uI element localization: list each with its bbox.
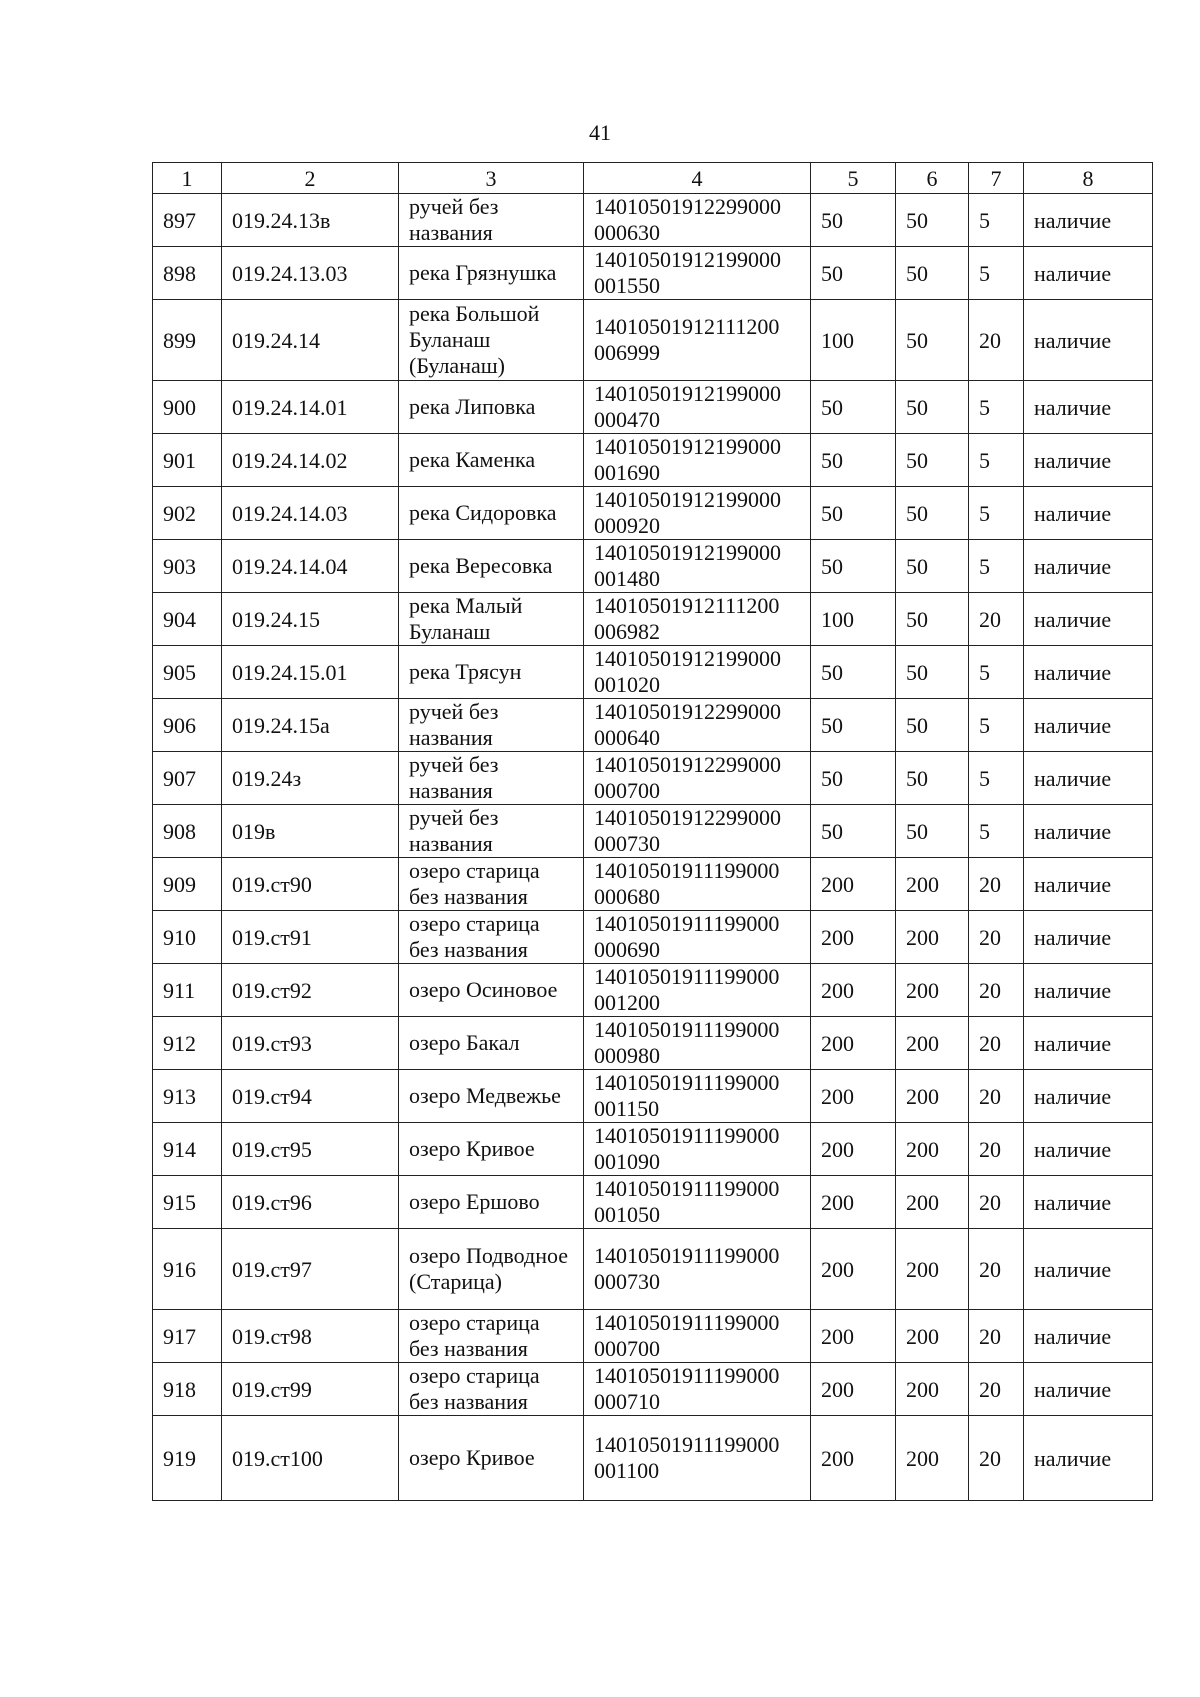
object-name-cell: ручей без названия bbox=[399, 752, 584, 805]
status-cell: наличие bbox=[1024, 699, 1153, 752]
table-row bbox=[153, 1363, 1153, 1416]
column-5-cell: 200 bbox=[811, 1416, 896, 1501]
status-cell: наличие bbox=[1024, 964, 1153, 1017]
header-row bbox=[153, 163, 1153, 194]
status-cell: наличие bbox=[1024, 540, 1153, 593]
row-number-cell: 899 bbox=[153, 300, 222, 381]
column-5-cell: 50 bbox=[811, 247, 896, 300]
column-6-cell: 50 bbox=[896, 752, 969, 805]
column-7-cell: 5 bbox=[969, 434, 1024, 487]
object-code-cell: 019.ст97 bbox=[222, 1229, 399, 1310]
row-number-cell: 912 bbox=[153, 1017, 222, 1070]
table-row bbox=[153, 593, 1153, 646]
column-6-cell: 50 bbox=[896, 646, 969, 699]
object-name-cell: озеро Кривое bbox=[399, 1416, 584, 1501]
column-5-cell: 200 bbox=[811, 1310, 896, 1363]
column-5-cell: 100 bbox=[811, 300, 896, 381]
column-5-cell: 50 bbox=[811, 194, 896, 247]
header-cell: 6 bbox=[896, 163, 969, 194]
row-number-cell: 916 bbox=[153, 1229, 222, 1310]
status-cell: наличие bbox=[1024, 911, 1153, 964]
column-7-cell: 5 bbox=[969, 194, 1024, 247]
object-name-cell: озеро старица без названия bbox=[399, 1310, 584, 1363]
column-6-cell: 200 bbox=[896, 858, 969, 911]
row-number-cell: 917 bbox=[153, 1310, 222, 1363]
column-7-cell: 20 bbox=[969, 1070, 1024, 1123]
status-cell: наличие bbox=[1024, 1363, 1153, 1416]
table-header bbox=[153, 163, 1153, 194]
column-7-cell: 5 bbox=[969, 487, 1024, 540]
column-5-cell: 50 bbox=[811, 487, 896, 540]
column-5-cell: 50 bbox=[811, 381, 896, 434]
column-7-cell: 20 bbox=[969, 1310, 1024, 1363]
status-cell: наличие bbox=[1024, 593, 1153, 646]
column-7-cell: 20 bbox=[969, 858, 1024, 911]
table-row bbox=[153, 1416, 1153, 1501]
object-name-cell: озеро Кривое bbox=[399, 1123, 584, 1176]
table-row bbox=[153, 300, 1153, 381]
status-cell: наличие bbox=[1024, 194, 1153, 247]
header-cell: 1 bbox=[153, 163, 222, 194]
table-row bbox=[153, 434, 1153, 487]
row-number-cell: 903 bbox=[153, 540, 222, 593]
column-7-cell: 20 bbox=[969, 1229, 1024, 1310]
header-cell: 2 bbox=[222, 163, 399, 194]
column-5-cell: 200 bbox=[811, 858, 896, 911]
registry-code-cell: 14010501912299000 000630 bbox=[584, 194, 811, 247]
object-name-cell: река Сидоровка bbox=[399, 487, 584, 540]
object-name-cell: река Каменка bbox=[399, 434, 584, 487]
registry-code-cell: 14010501912111200 006999 bbox=[584, 300, 811, 381]
column-5-cell: 200 bbox=[811, 1363, 896, 1416]
table-row bbox=[153, 1123, 1153, 1176]
object-name-cell: озеро Бакал bbox=[399, 1017, 584, 1070]
registry-code-cell: 14010501911199000 000980 bbox=[584, 1017, 811, 1070]
table-row bbox=[153, 540, 1153, 593]
object-name-cell: озеро старица без названия bbox=[399, 1363, 584, 1416]
object-code-cell: 019.24.15 bbox=[222, 593, 399, 646]
table-row bbox=[153, 1176, 1153, 1229]
column-7-cell: 5 bbox=[969, 381, 1024, 434]
water-objects-table bbox=[152, 162, 1153, 1501]
registry-code-cell: 14010501911199000 000730 bbox=[584, 1229, 811, 1310]
registry-code-cell: 14010501912299000 000730 bbox=[584, 805, 811, 858]
object-code-cell: 019.24.13в bbox=[222, 194, 399, 247]
status-cell: наличие bbox=[1024, 1123, 1153, 1176]
row-number-cell: 908 bbox=[153, 805, 222, 858]
column-6-cell: 50 bbox=[896, 805, 969, 858]
status-cell: наличие bbox=[1024, 247, 1153, 300]
status-cell: наличие bbox=[1024, 646, 1153, 699]
object-code-cell: 019.24.15а bbox=[222, 699, 399, 752]
column-6-cell: 200 bbox=[896, 1229, 969, 1310]
object-name-cell: ручей без названия bbox=[399, 194, 584, 247]
column-5-cell: 200 bbox=[811, 964, 896, 1017]
column-5-cell: 50 bbox=[811, 805, 896, 858]
column-6-cell: 50 bbox=[896, 434, 969, 487]
object-name-cell: озеро Медвежье bbox=[399, 1070, 584, 1123]
object-name-cell: озеро старица без названия bbox=[399, 858, 584, 911]
registry-code-cell: 14010501912299000 000700 bbox=[584, 752, 811, 805]
row-number-cell: 905 bbox=[153, 646, 222, 699]
status-cell: наличие bbox=[1024, 1416, 1153, 1501]
table-row bbox=[153, 858, 1153, 911]
column-6-cell: 200 bbox=[896, 964, 969, 1017]
column-7-cell: 5 bbox=[969, 752, 1024, 805]
column-6-cell: 50 bbox=[896, 699, 969, 752]
column-5-cell: 50 bbox=[811, 699, 896, 752]
table-row bbox=[153, 911, 1153, 964]
registry-code-cell: 14010501911199000 000710 bbox=[584, 1363, 811, 1416]
column-7-cell: 5 bbox=[969, 805, 1024, 858]
status-cell: наличие bbox=[1024, 1017, 1153, 1070]
row-number-cell: 919 bbox=[153, 1416, 222, 1501]
row-number-cell: 911 bbox=[153, 964, 222, 1017]
row-number-cell: 910 bbox=[153, 911, 222, 964]
registry-code-cell: 14010501912199000 001690 bbox=[584, 434, 811, 487]
object-code-cell: 019.ст93 bbox=[222, 1017, 399, 1070]
table-row bbox=[153, 1017, 1153, 1070]
header-cell: 7 bbox=[969, 163, 1024, 194]
status-cell: наличие bbox=[1024, 300, 1153, 381]
status-cell: наличие bbox=[1024, 434, 1153, 487]
row-number-cell: 901 bbox=[153, 434, 222, 487]
object-code-cell: 019в bbox=[222, 805, 399, 858]
registry-code-cell: 14010501911199000 001200 bbox=[584, 964, 811, 1017]
table-row bbox=[153, 752, 1153, 805]
table-row bbox=[153, 964, 1153, 1017]
column-7-cell: 20 bbox=[969, 964, 1024, 1017]
row-number-cell: 898 bbox=[153, 247, 222, 300]
row-number-cell: 909 bbox=[153, 858, 222, 911]
column-7-cell: 20 bbox=[969, 1416, 1024, 1501]
table-row bbox=[153, 487, 1153, 540]
object-code-cell: 019.24.13.03 bbox=[222, 247, 399, 300]
column-7-cell: 5 bbox=[969, 699, 1024, 752]
object-code-cell: 019.ст96 bbox=[222, 1176, 399, 1229]
column-5-cell: 50 bbox=[811, 752, 896, 805]
column-6-cell: 200 bbox=[896, 1017, 969, 1070]
table-row bbox=[153, 805, 1153, 858]
row-number-cell: 914 bbox=[153, 1123, 222, 1176]
registry-code-cell: 14010501912199000 000470 bbox=[584, 381, 811, 434]
table-row bbox=[153, 1310, 1153, 1363]
table-row bbox=[153, 381, 1153, 434]
registry-code-cell: 14010501912199000 001480 bbox=[584, 540, 811, 593]
object-code-cell: 019.24.14.02 bbox=[222, 434, 399, 487]
registry-code-cell: 14010501912111200 006982 bbox=[584, 593, 811, 646]
object-code-cell: 019.ст99 bbox=[222, 1363, 399, 1416]
column-6-cell: 50 bbox=[896, 487, 969, 540]
table-row bbox=[153, 646, 1153, 699]
object-code-cell: 019.24.14.04 bbox=[222, 540, 399, 593]
object-name-cell: река Малый Буланаш bbox=[399, 593, 584, 646]
row-number-cell: 904 bbox=[153, 593, 222, 646]
header-cell: 3 bbox=[399, 163, 584, 194]
column-5-cell: 200 bbox=[811, 1176, 896, 1229]
registry-code-cell: 14010501911199000 000690 bbox=[584, 911, 811, 964]
object-name-cell: озеро Осиновое bbox=[399, 964, 584, 1017]
registry-code-cell: 14010501911199000 001050 bbox=[584, 1176, 811, 1229]
row-number-cell: 918 bbox=[153, 1363, 222, 1416]
table-row bbox=[153, 1229, 1153, 1310]
object-code-cell: 019.ст92 bbox=[222, 964, 399, 1017]
column-5-cell: 100 bbox=[811, 593, 896, 646]
table-body bbox=[153, 194, 1153, 1501]
registry-code-cell: 14010501912199000 000920 bbox=[584, 487, 811, 540]
object-name-cell: озеро Ершово bbox=[399, 1176, 584, 1229]
column-5-cell: 200 bbox=[811, 1017, 896, 1070]
object-name-cell: река Трясун bbox=[399, 646, 584, 699]
registry-code-cell: 14010501912299000 000640 bbox=[584, 699, 811, 752]
object-code-cell: 019.24.14.01 bbox=[222, 381, 399, 434]
row-number-cell: 907 bbox=[153, 752, 222, 805]
registry-code-cell: 14010501911199000 000680 bbox=[584, 858, 811, 911]
object-code-cell: 019.ст100 bbox=[222, 1416, 399, 1501]
registry-code-cell: 14010501911199000 001100 bbox=[584, 1416, 811, 1501]
status-cell: наличие bbox=[1024, 752, 1153, 805]
object-code-cell: 019.ст90 bbox=[222, 858, 399, 911]
column-6-cell: 200 bbox=[896, 911, 969, 964]
registry-code-cell: 14010501911199000 001150 bbox=[584, 1070, 811, 1123]
column-6-cell: 200 bbox=[896, 1070, 969, 1123]
column-5-cell: 200 bbox=[811, 911, 896, 964]
column-7-cell: 5 bbox=[969, 540, 1024, 593]
column-5-cell: 50 bbox=[811, 434, 896, 487]
status-cell: наличие bbox=[1024, 1176, 1153, 1229]
column-7-cell: 20 bbox=[969, 1363, 1024, 1416]
object-code-cell: 019.24з bbox=[222, 752, 399, 805]
column-7-cell: 20 bbox=[969, 1123, 1024, 1176]
object-code-cell: 019.24.15.01 bbox=[222, 646, 399, 699]
status-cell: наличие bbox=[1024, 1310, 1153, 1363]
object-name-cell: озеро старица без названия bbox=[399, 911, 584, 964]
object-code-cell: 019.24.14.03 bbox=[222, 487, 399, 540]
registry-code-cell: 14010501911199000 000700 bbox=[584, 1310, 811, 1363]
object-name-cell: ручей без названия bbox=[399, 805, 584, 858]
column-6-cell: 200 bbox=[896, 1310, 969, 1363]
object-code-cell: 019.24.14 bbox=[222, 300, 399, 381]
row-number-cell: 897 bbox=[153, 194, 222, 247]
column-7-cell: 20 bbox=[969, 593, 1024, 646]
status-cell: наличие bbox=[1024, 858, 1153, 911]
object-code-cell: 019.ст91 bbox=[222, 911, 399, 964]
object-code-cell: 019.ст94 bbox=[222, 1070, 399, 1123]
registry-code-cell: 14010501912199000 001550 bbox=[584, 247, 811, 300]
object-name-cell: ручей без названия bbox=[399, 699, 584, 752]
column-5-cell: 50 bbox=[811, 646, 896, 699]
column-6-cell: 50 bbox=[896, 300, 969, 381]
column-7-cell: 20 bbox=[969, 1017, 1024, 1070]
column-7-cell: 20 bbox=[969, 1176, 1024, 1229]
header-cell: 5 bbox=[811, 163, 896, 194]
table-row bbox=[153, 1070, 1153, 1123]
page-number: 41 bbox=[589, 120, 611, 145]
column-7-cell: 5 bbox=[969, 247, 1024, 300]
status-cell: наличие bbox=[1024, 1070, 1153, 1123]
column-7-cell: 20 bbox=[969, 300, 1024, 381]
column-6-cell: 50 bbox=[896, 593, 969, 646]
status-cell: наличие bbox=[1024, 381, 1153, 434]
table-row bbox=[153, 194, 1153, 247]
row-number-cell: 906 bbox=[153, 699, 222, 752]
column-5-cell: 200 bbox=[811, 1229, 896, 1310]
column-6-cell: 200 bbox=[896, 1123, 969, 1176]
object-name-cell: река Вересовка bbox=[399, 540, 584, 593]
column-7-cell: 5 bbox=[969, 646, 1024, 699]
column-6-cell: 50 bbox=[896, 194, 969, 247]
column-7-cell: 20 bbox=[969, 911, 1024, 964]
row-number-cell: 900 bbox=[153, 381, 222, 434]
table-row bbox=[153, 699, 1153, 752]
registry-code-cell: 14010501911199000 001090 bbox=[584, 1123, 811, 1176]
row-number-cell: 902 bbox=[153, 487, 222, 540]
status-cell: наличие bbox=[1024, 805, 1153, 858]
column-5-cell: 50 bbox=[811, 540, 896, 593]
row-number-cell: 913 bbox=[153, 1070, 222, 1123]
header-cell: 8 bbox=[1024, 163, 1153, 194]
column-6-cell: 50 bbox=[896, 540, 969, 593]
object-name-cell: река Большой Буланаш (Буланаш) bbox=[399, 300, 584, 381]
column-6-cell: 50 bbox=[896, 247, 969, 300]
column-6-cell: 50 bbox=[896, 381, 969, 434]
object-name-cell: река Грязнушка bbox=[399, 247, 584, 300]
status-cell: наличие bbox=[1024, 1229, 1153, 1310]
status-cell: наличие bbox=[1024, 487, 1153, 540]
header-cell: 4 bbox=[584, 163, 811, 194]
table-row bbox=[153, 247, 1153, 300]
column-5-cell: 200 bbox=[811, 1070, 896, 1123]
column-6-cell: 200 bbox=[896, 1176, 969, 1229]
object-code-cell: 019.ст95 bbox=[222, 1123, 399, 1176]
column-6-cell: 200 bbox=[896, 1416, 969, 1501]
object-code-cell: 019.ст98 bbox=[222, 1310, 399, 1363]
row-number-cell: 915 bbox=[153, 1176, 222, 1229]
registry-code-cell: 14010501912199000 001020 bbox=[584, 646, 811, 699]
object-name-cell: река Липовка bbox=[399, 381, 584, 434]
object-name-cell: озеро Подводное (Старица) bbox=[399, 1229, 584, 1310]
column-5-cell: 200 bbox=[811, 1123, 896, 1176]
column-6-cell: 200 bbox=[896, 1363, 969, 1416]
